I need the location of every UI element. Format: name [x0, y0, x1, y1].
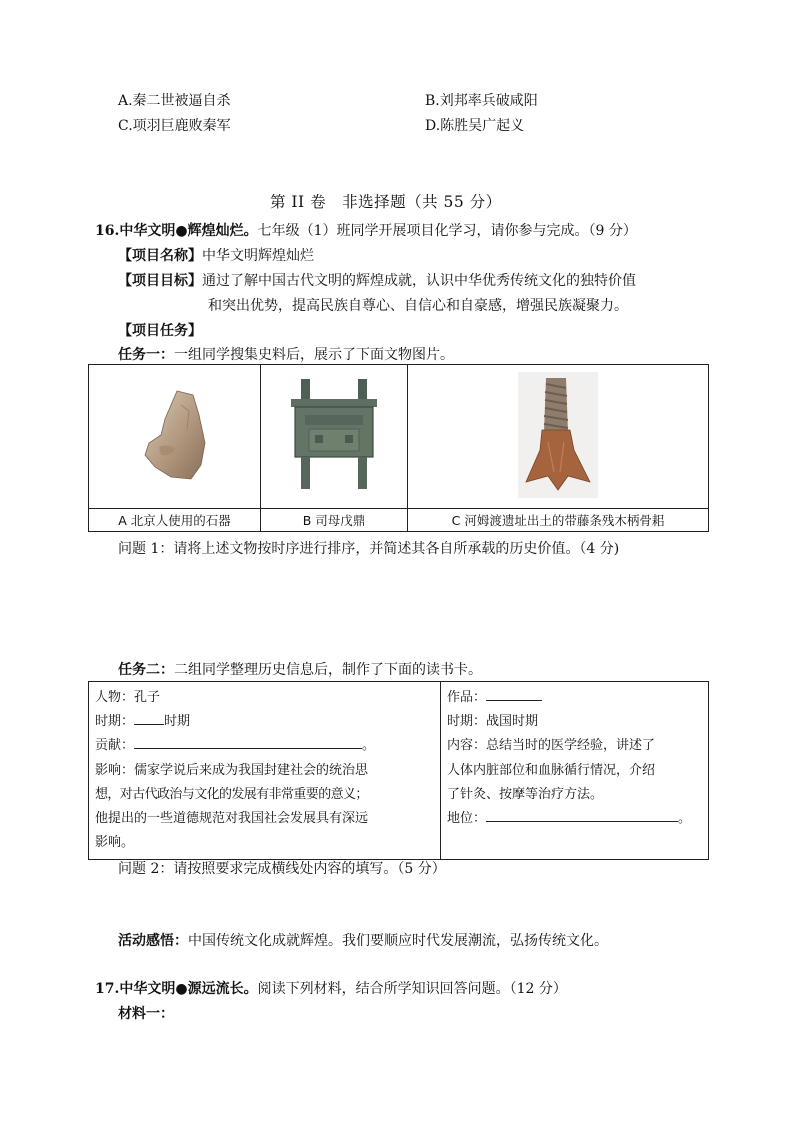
bone-spade-image — [518, 372, 598, 498]
question-2: 问题 2：请按照要求完成横线处内容的填写。（5 分） — [118, 861, 446, 877]
choice-b: B.刘邦率兵破咸阳 — [425, 93, 538, 109]
q16-project-goal — [118, 270, 636, 290]
choice-d: D.陈胜吴广起义 — [425, 118, 525, 134]
card-status-suffix: 。 — [678, 811, 692, 827]
contribution-blank[interactable] — [134, 734, 362, 749]
choice-c: C.项羽巨鹿败秦军 — [118, 118, 231, 134]
card-influence-2: 想，对古代政治与文化的发展有非常重要的意义； — [95, 786, 368, 802]
card-content-2: 人体内脏部位和血脉循行情况，介绍 — [447, 762, 656, 778]
card-contribution-suffix: 。 — [362, 738, 376, 754]
task1-label: 任务一： — [118, 347, 174, 363]
card-left-confucius — [89, 682, 441, 860]
insight-text: 中国传统文化成就辉煌。我们要顺应时代发展潮流，弘扬传统文化。 — [188, 933, 608, 949]
card-status-line — [447, 807, 702, 831]
project-name-label: 【项目名称】 — [118, 248, 202, 264]
question-1: 问题 1：请将上述文物按时序进行排序，并简述其各自所承载的历史价值。（4 分) — [118, 541, 620, 557]
q17-material-1: 材料一： — [118, 1006, 174, 1022]
card-contribution-line — [95, 734, 434, 758]
task2-text: 二组同学整理历史信息后，制作了下面的读书卡。 — [174, 662, 482, 678]
card-influence-3: 他提出的一些道德规范对我国社会发展具有深远 — [95, 811, 369, 827]
stone-tool-image — [135, 385, 215, 485]
task1-text: 一组同学搜集史料后，展示了下面文物图片。 — [174, 347, 454, 363]
artifact-table — [88, 364, 709, 532]
choice-a: A.秦二世被逼自杀 — [118, 93, 231, 109]
bronze-ding-image — [279, 375, 389, 495]
work-blank[interactable] — [486, 686, 542, 701]
artifact-c-caption: C 河姆渡遗址出土的带藤条残木柄骨耜 — [408, 509, 709, 532]
q16-project-name — [118, 245, 314, 265]
project-goal-line1: 通过了解中国古代文明的辉煌成就，认识中华优秀传统文化的独特价值 — [202, 273, 636, 289]
insight-label: 活动感悟： — [118, 933, 188, 949]
task1-line — [118, 344, 454, 364]
q16-intro: 七年级（1）班同学开展项目化学习，请你参与完成。（9 分） — [257, 223, 637, 239]
card-influence-1: 影响：儒家学说后来成为我国封建社会的统治思 — [95, 762, 369, 778]
project-goal-line2: 和突出优势，提高民族自尊心、自信心和自豪感，增强民族凝聚力。 — [208, 298, 628, 314]
status-blank[interactable] — [486, 807, 678, 822]
card-right-work — [441, 682, 709, 860]
q17-intro: 阅读下列材料，结合所学知识回答问题。（12 分） — [257, 981, 567, 997]
card-influence-4: 影响。 — [95, 835, 135, 851]
card-period-prefix: 时期： — [95, 714, 135, 730]
card-work-line — [447, 686, 702, 710]
card-work-prefix: 作品： — [447, 690, 487, 705]
artifact-a-image-cell — [89, 365, 261, 509]
card-content-3: 了针灸、按摩等治疗方法。 — [447, 786, 604, 802]
artifact-b-image-cell — [261, 365, 408, 509]
card-person: 人物：孔子 — [95, 690, 161, 705]
card-period-line — [95, 710, 434, 734]
card-work-period: 时期：战国时期 — [447, 714, 539, 730]
period-blank[interactable] — [134, 710, 164, 725]
q17-title: 17.中华文明●源远流长。 — [95, 981, 258, 997]
project-task-label: 【项目任务】 — [118, 323, 202, 339]
section-title: 第 II 卷 非选择题（共 55 分） — [270, 193, 502, 211]
card-period-suffix: 时期 — [164, 714, 191, 730]
reading-card — [88, 681, 709, 860]
artifact-a-caption: A 北京人使用的石器 — [89, 509, 261, 532]
task2-line — [118, 659, 482, 679]
activity-insight — [118, 930, 608, 950]
artifact-b-caption: B 司母戊鼎 — [261, 509, 408, 532]
artifact-c-image-cell — [408, 365, 709, 509]
project-goal-label: 【项目目标】 — [118, 273, 202, 289]
q17-header — [95, 978, 567, 998]
card-contribution-prefix: 贡献： — [95, 738, 135, 754]
q16-header — [95, 220, 637, 240]
task2-label: 任务二： — [118, 662, 174, 678]
card-content-1: 内容：总结当时的医学经验，讲述了 — [447, 738, 656, 754]
card-status-prefix: 地位： — [447, 811, 487, 827]
q16-title: 16.中华文明●辉煌灿烂。 — [95, 223, 258, 239]
project-name-value: 中华文明辉煌灿烂 — [202, 248, 314, 264]
